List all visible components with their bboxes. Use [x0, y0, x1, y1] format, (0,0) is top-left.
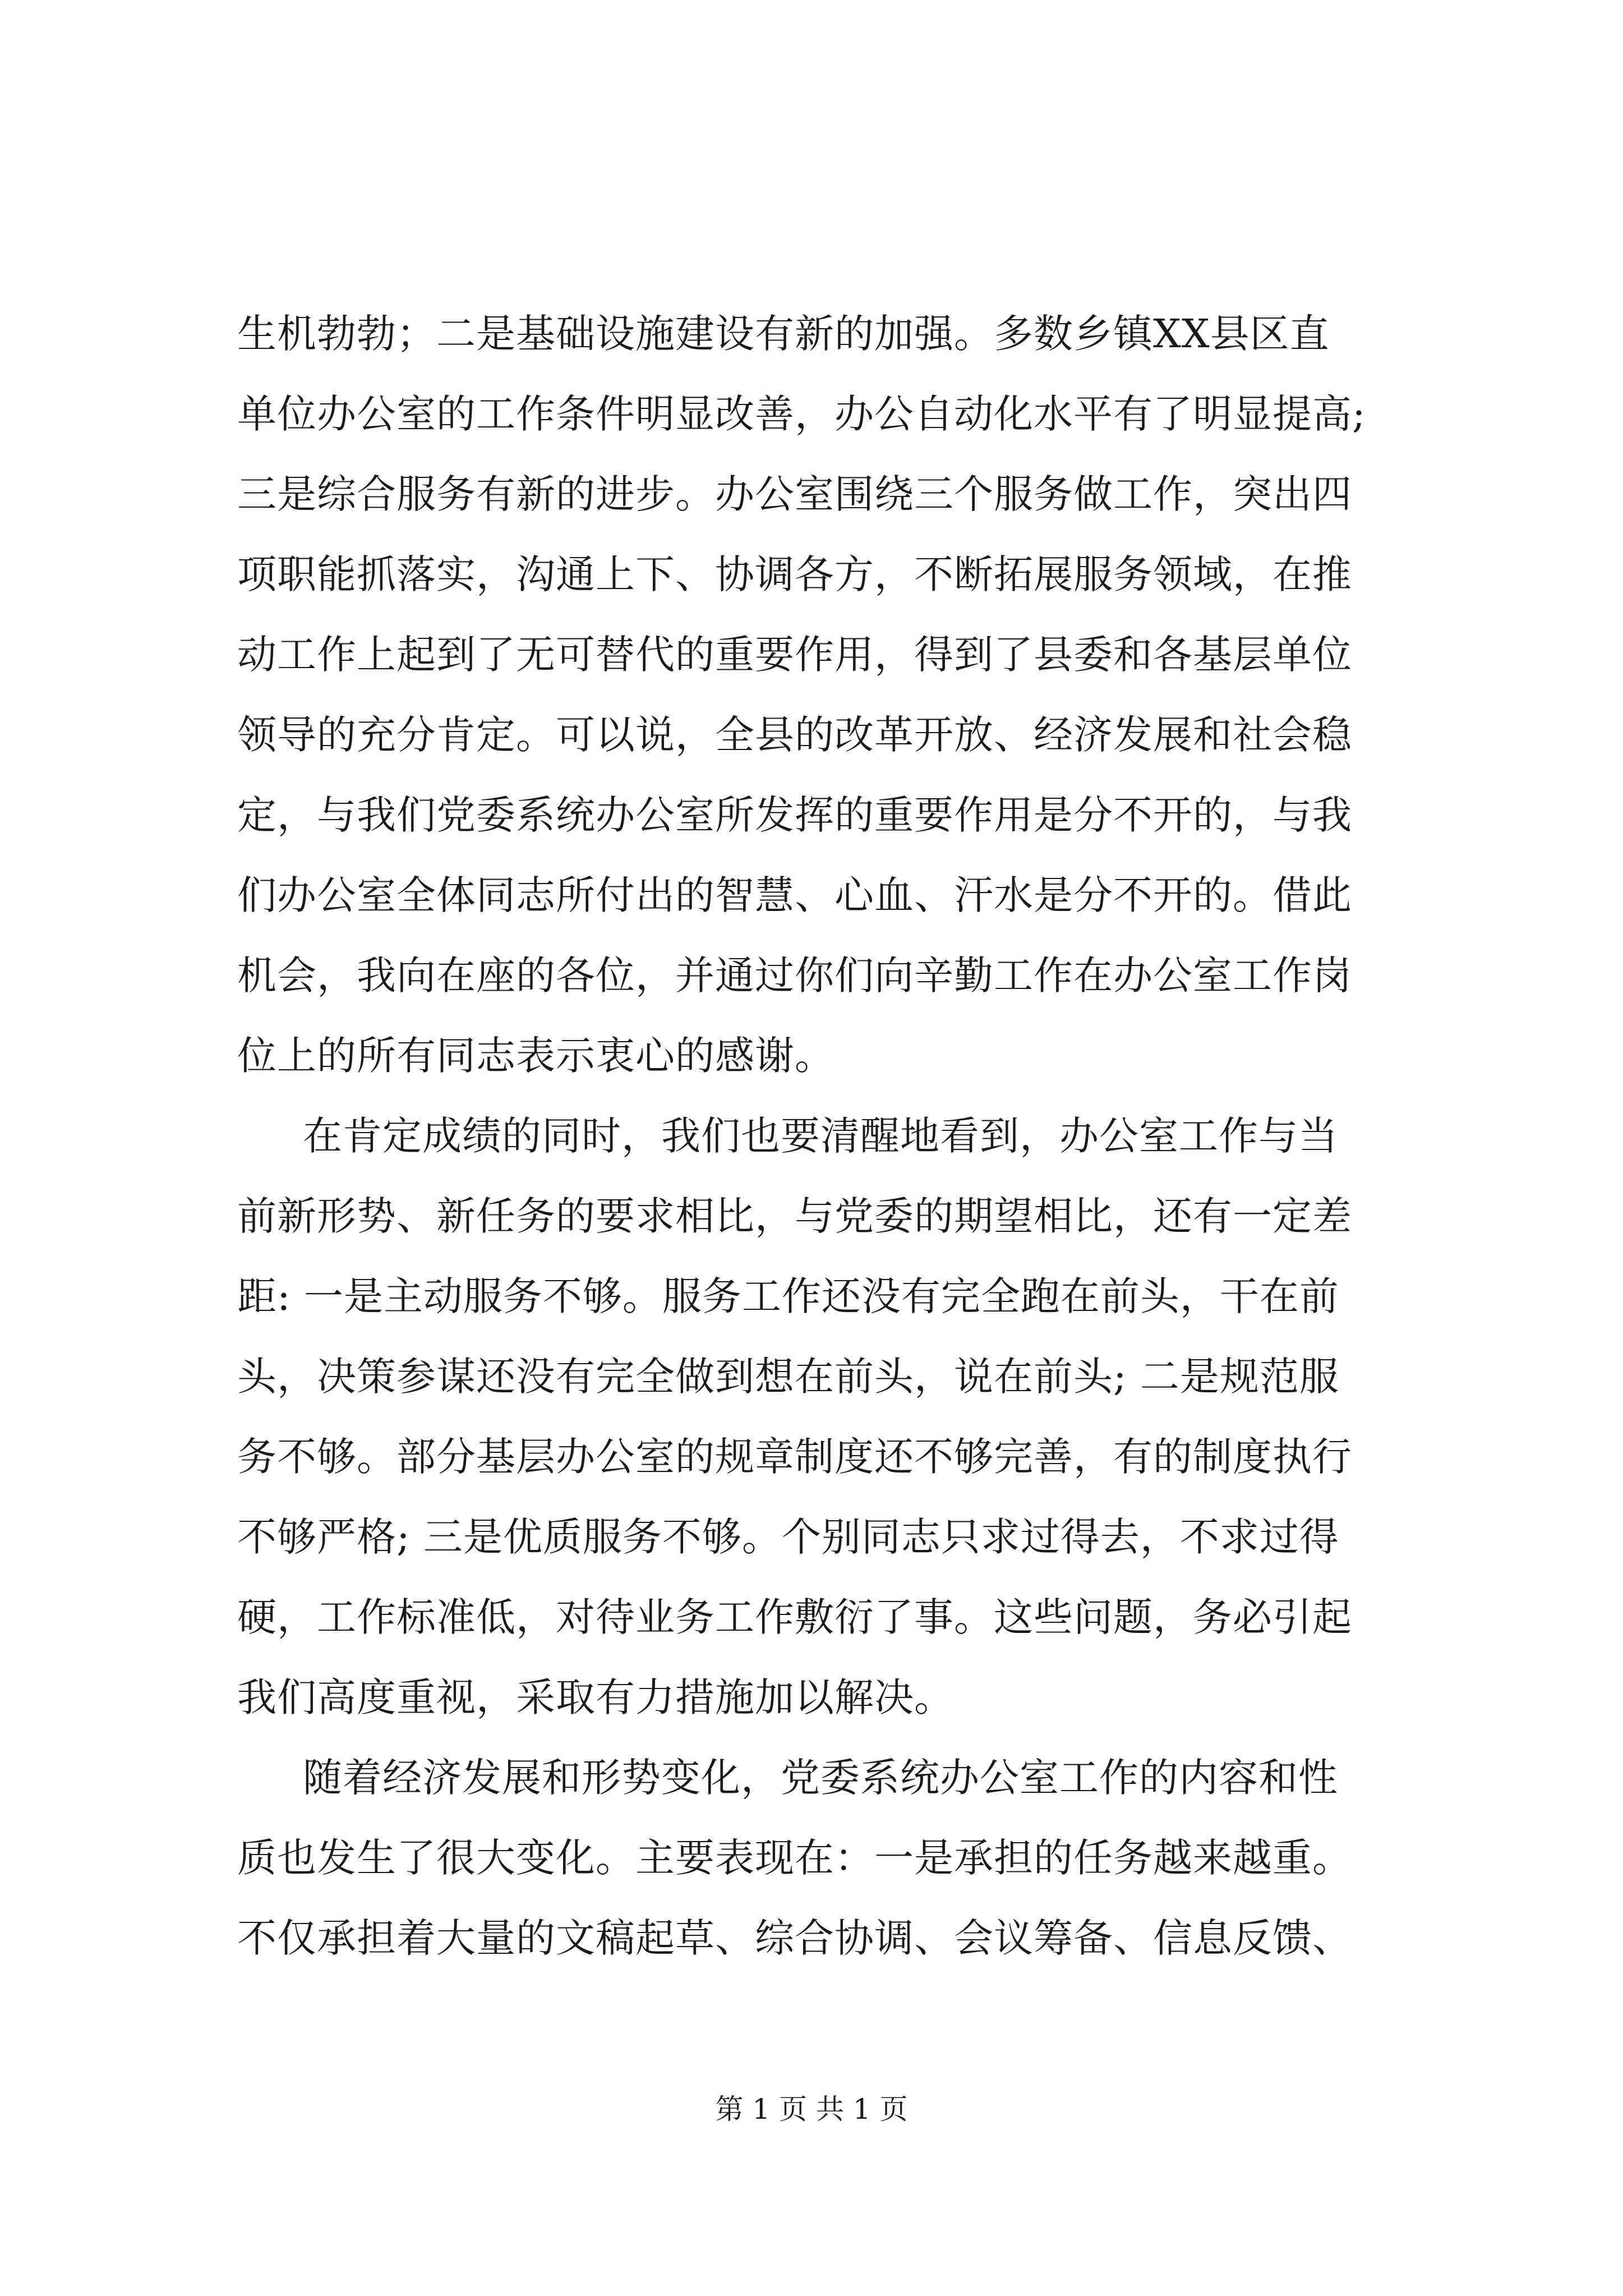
text-line: 不仅承担着大量的文稿起草、综合协调、会议筹备、信息反馈、 — [237, 1915, 1352, 1961]
text-line: 头，决策参谋还没有完全做到想在前头，说在前头; 二是规范服 — [237, 1354, 1339, 1400]
text-line: 领导的充分肯定。可以说，全县的改革开放、经济发展和社会稳 — [237, 712, 1352, 758]
text-line: 动工作上起到了无可替代的重要作用，得到了县委和各基层单位 — [237, 632, 1352, 678]
text-line: 质也发生了很大变化。主要表现在：一是承担的任务越来越重。 — [237, 1835, 1352, 1881]
text-line: 们办公室全体同志所付出的智慧、心血、汗水是分不开的。借此 — [237, 872, 1352, 918]
text-line: 三是综合服务有新的进步。办公室围绕三个服务做工作，突出四 — [237, 471, 1352, 517]
text-line: 务不够。部分基层办公室的规章制度还不够完善，有的制度执行 — [237, 1434, 1352, 1480]
text-line: 距: 一是主动服务不够。服务工作还没有完全跑在前头，干在前 — [237, 1273, 1339, 1319]
page-number-footer: 第 1 页 共 1 页 — [715, 2093, 908, 2125]
text-line: 硬，工作标准低，对待业务工作敷衍了事。这些问题，务必引起 — [237, 1594, 1352, 1640]
text-line: 前新形势、新任务的要求相比，与党委的期望相比，还有一定差 — [237, 1193, 1352, 1239]
text-line: 机会，我向在座的各位，并通过你们向辛勤工作在办公室工作岗 — [237, 953, 1352, 999]
text-line: 项职能抓落实，沟通上下、协调各方，不断拓展服务领域，在推 — [237, 551, 1352, 597]
text-line: 位上的所有同志表示衷心的感谢。 — [237, 1033, 834, 1079]
paragraph-start-line: 随着经济发展和形势变化，党委系统办公室工作的内容和性 — [303, 1755, 1338, 1801]
text-line: 单位办公室的工作条件明显改善，办公自动化水平有了明显提高; — [237, 391, 1366, 437]
text-line: 不够严格; 三是优质服务不够。个别同志只求过得去，不求过得 — [237, 1514, 1339, 1560]
paragraph-start-line: 在肯定成绩的同时，我们也要清醒地看到，办公室工作与当 — [303, 1113, 1338, 1159]
text-line: 生机勃勃；二是基础设施建设有新的加强。多数乡镇XX县区直 — [237, 311, 1330, 357]
text-line: 定，与我们党委系统办公室所发挥的重要作用是分不开的，与我 — [237, 792, 1352, 838]
text-line: 我们高度重视，采取有力措施加以解决。 — [237, 1674, 954, 1720]
